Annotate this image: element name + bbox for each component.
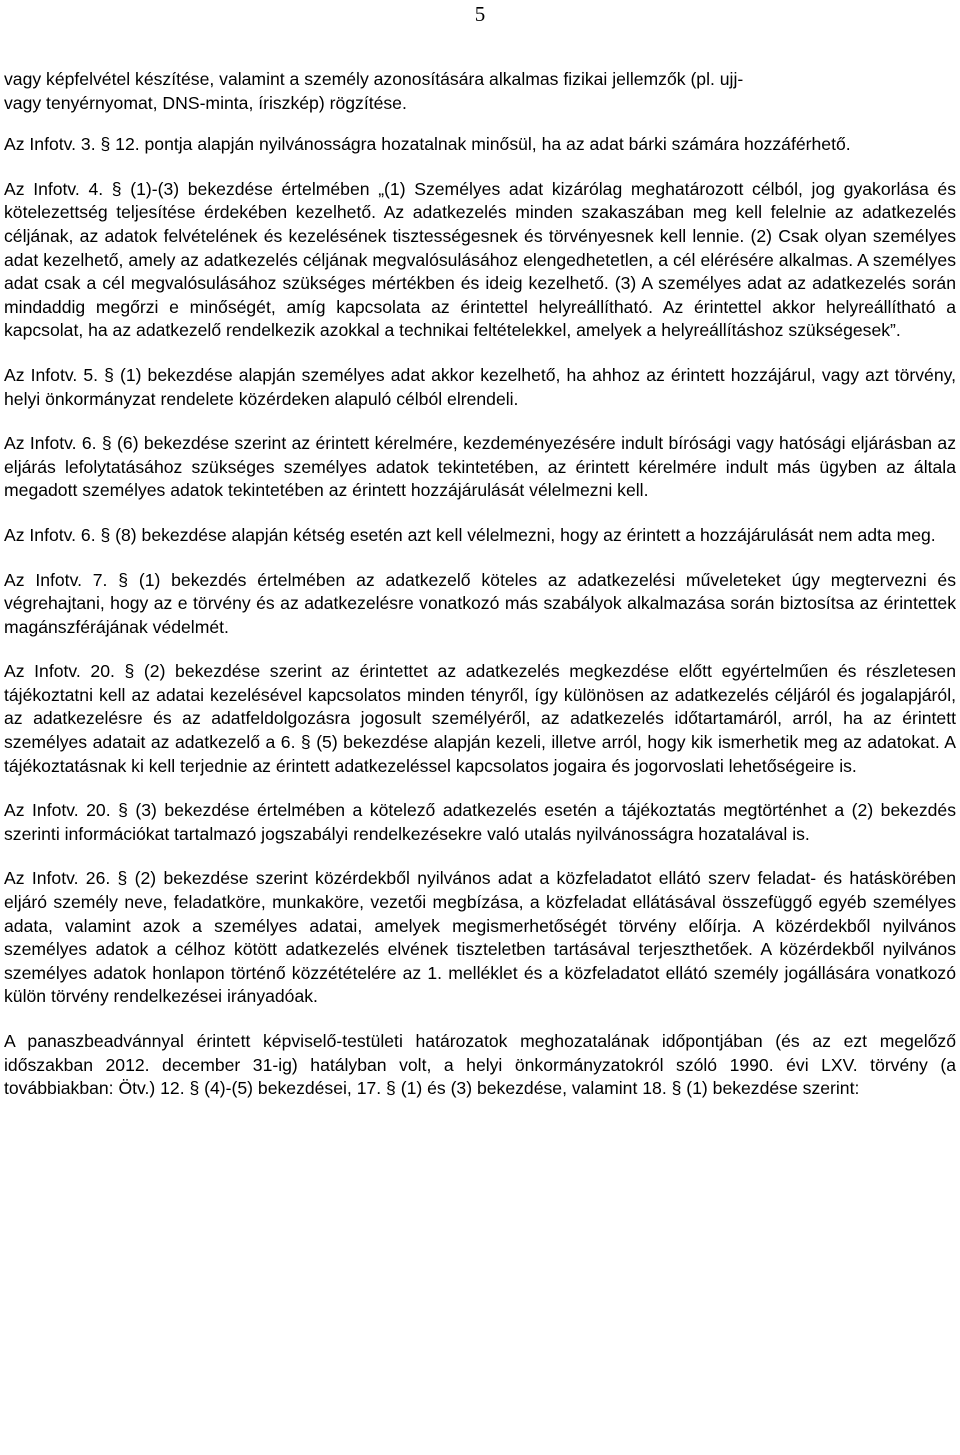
paragraph-infotv-5: Az Infotv. 5. § (1) bekezdése alapján személyes adat akkor kezelhető, ha ahhoz az érintett hozzájárul, vagy azt törvény, helyi önkormányzat rendelete közérdeken alapuló célból elrendeli.	[4, 364, 956, 409]
paragraph-infotv-4: Az Infotv. 4. § (1)-(3) bekezdése értelmében „(1) Személyes adat kizárólag meghatározott célból, jog gyakorlása és kötelezettség teljesítése érdekében kezelhető. Az adatkezelés minden szakaszában meg kell felelnie az adatkezelés céljának, az adatok felvételének és kezelésének tisztességesnek és törvényesnek kell lennie. (2) Csak olyan személyes adat kezelhető, amely az adatkezelés céljának megvalósulásához elengedhetetlen, a cél elérésére alkalmas. A személyes adat csak a cél megvalósulásához szükséges mértékben és ideig kezelhető. (3) A személyes adat az adatkezelés során mindaddig megőrzi e minőségét, amíg kapcsolata az érintettel helyreállítható. Az érintettel akkor helyreállítható a kapcsolat, ha az adatkezelő rendelkezik azokkal a technikai feltételekkel, amelyek a helyreállításhoz szükségesek”.	[4, 178, 956, 341]
paragraph-otv-intro: A panaszbeadvánnyal érintett képviselő-testületi határozatok meghozatalának időpontjában (és az ezt megelőző időszakban 2012. december 31-ig) hatályban volt, a helyi önkormányzatokról szóló 1990. évi LXV. törvény (a továbbiakban: Ötv.) 12. § (4)-(5) bekezdései, 17. § (1) és (3) bekezdése, valamint 18. § (1) bekezdése szerint:	[4, 1031, 956, 1099]
page-number: 5	[474, 2, 486, 26]
paragraph-infotv-26-2: Az Infotv. 26. § (2) bekezdése szerint közérdekből nyilvános adat a közfeladatot ellátó szerv feladat- és hatáskörében eljáró személy neve, feladatköre, munkaköre, vezetői megbízása, a közfeladat ellátásával összefüggő egyéb személyes adata, valamint azok a személyes adatai, amelyek megismerhetőségét törvény előírja. A közérdekből nyilvános személyes adatok a célhoz kötött adatkezelés elvének tiszteletben tartásával terjeszthetőek. A közérdekből nyilvános személyes adatok honlapon történő közzétételére az 1. melléklet és a közfeladatot ellátó személy jogállására vonatkozó külön törvény rendelkezései irányadóak.	[4, 868, 956, 1007]
paragraph-infotv-20-2: Az Infotv. 20. § (2) bekezdése szerint az érintettet az adatkezelés megkezdése előtt egyértelműen és részletesen tájékoztatni kell az adatai kezelésével kapcsolatos minden tényről, így különösen az adatkezelés céljáról és jogalapjáról, az adatkezelésre és az adatfeldolgozásra jogosult személyéről, az adatkezelés időtartamáról, arról, ha az érintett személyes adatait az adatkezelő a 6. § (5) bekezdése alapján kezeli, illetve arról, hogy kik ismerhetik meg az adatokat. A tájékoztatásnak ki kell terjednie az érintett adatkezeléssel kapcsolatos jogaira és jogorvoslati lehetőségeire is.	[4, 661, 956, 776]
paragraph-infotv-7: Az Infotv. 7. § (1) bekezdés értelmében az adatkezelő köteles az adatkezelési műveleteket úgy megtervezni és végrehajtani, hogy az e törvény és az adatkezelésre vonatkozó más szabályok alkalmazása során biztosítsa az érintettek magánszférájának védelmét.	[4, 569, 956, 637]
document-body	[4, 68, 956, 1122]
paragraph-infotv-20-3: Az Infotv. 20. § (3) bekezdése értelmében a kötelező adatkezelés esetén a tájékoztatás megtörténhet a (2) bekezdés szerinti információkat tartalmazó jogszabályi rendelkezésekre való utalás nyilvánosságra hozatalával is.	[4, 800, 956, 844]
paragraph-infotv-6-6: Az Infotv. 6. § (6) bekezdése szerint az érintett kérelmére, kezdeményezésére indult bírósági vagy hatósági eljárásban az eljárás lefolytatásához szükséges személyes adatok tekintetében, az érintett kérelmére indult más ügyben az általa megadott személyes adatok tekintetében az érintett hozzájárulását vélelmezni kell.	[4, 433, 956, 501]
paragraph-biometric: vagy képfelvétel készítése, valamint a személy azonosítására alkalmas fizikai jellemzők (pl. ujj- vagy tenyérnyomat, DNS-minta, íriszkép) rögzítése.	[4, 69, 744, 113]
paragraph-infotv-6-8: Az Infotv. 6. § (8) bekezdése alapján kétség esetén azt kell vélelmezni, hogy az érintett a hozzájárulását nem adta meg.	[4, 524, 936, 545]
paragraph-infotv-3-12: Az Infotv. 3. § 12. pontja alapján nyilvánosságra hozatalnak minősül, ha az adat bárki számára hozzáférhető.	[4, 134, 851, 155]
